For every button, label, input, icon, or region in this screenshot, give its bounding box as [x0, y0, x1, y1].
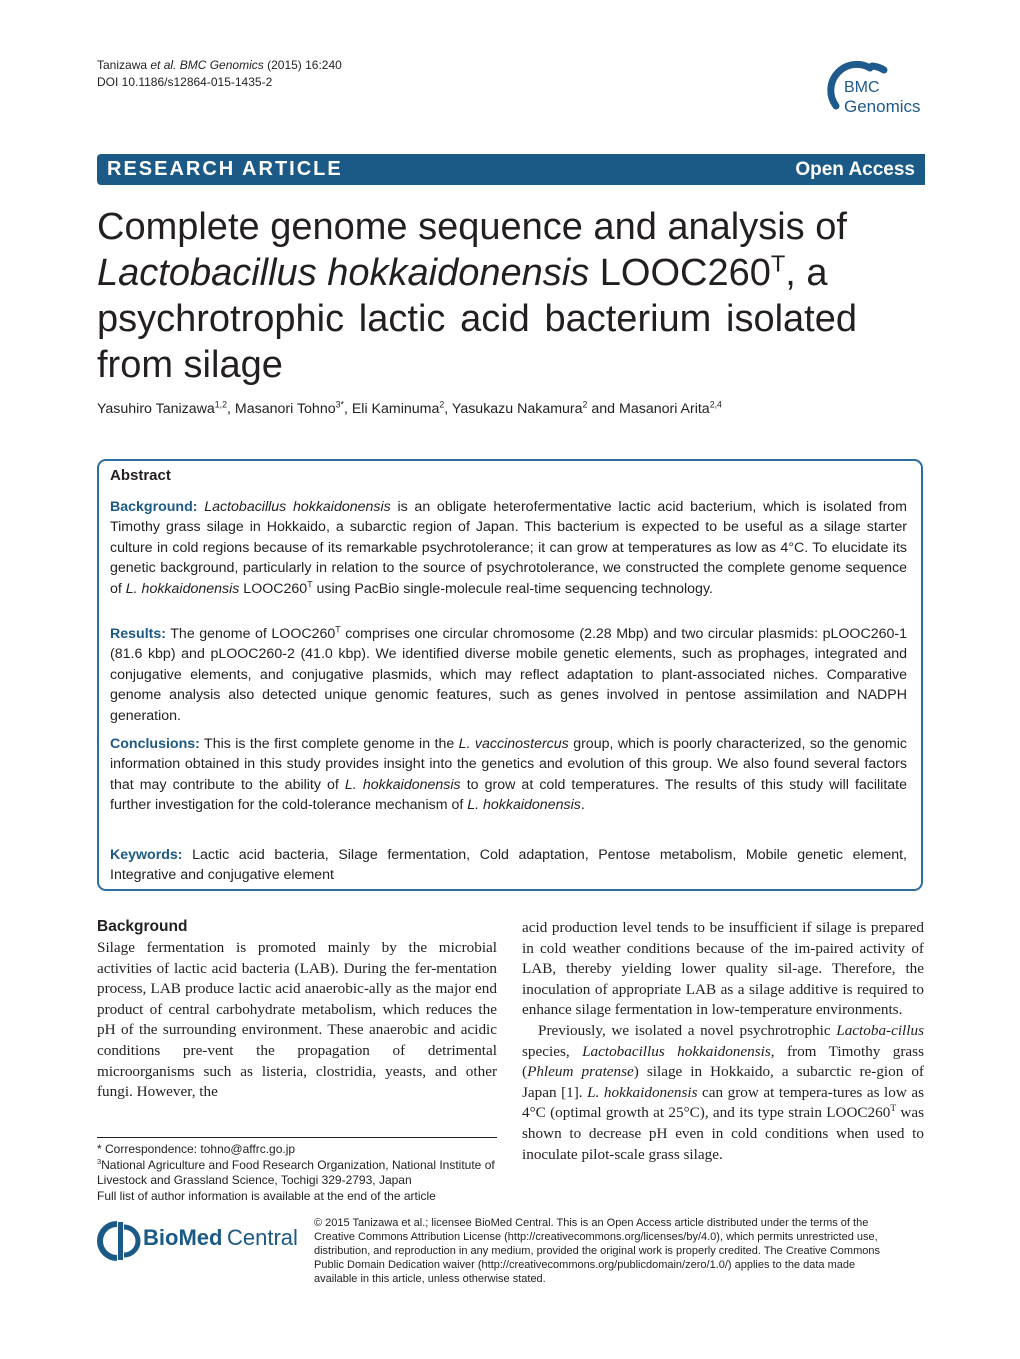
title-after-strain: , a [785, 252, 828, 294]
abstract-results: Results: The genome of $LOOC260^T$ comprises one circular chromosome (2.28 Mbp) and two circular plasmids: pLOOC260-1 (81.6 kbp) and pLOOC260-2 (41.0 kbp). We identified diverse mobile genetic elements, such as prophages, integrated and conjugative elements, and conjugative plasmids, which may reflect adaptation to plant-associated niches. Comparative genome analysis also detected unique genomic features, such as genes involved in pentose assimilation and NADPH generation. [110, 624, 907, 724]
publisher-logo-word2: Central [227, 1225, 298, 1250]
abstract-conclusions-label: Conclusions: [110, 736, 200, 752]
journal-logo-line2: Genomics [844, 97, 921, 116]
abstract-keywords-label: Keywords: [110, 847, 183, 863]
article-type-banner [97, 154, 925, 185]
journal-logo-line1: BMC [844, 79, 880, 96]
abstract-keywords: Keywords: Lactic acid bacteria, Silage fermentation, Cold adaptation, Pentose metabolism, Mobile genetic element, Integrative and conjugative element [110, 847, 907, 884]
body-left-column [97, 938, 497, 1103]
correspondence[interactable]: * Correspondence: tohno@affrc.go.jp [97, 1142, 296, 1156]
body-right-column [522, 918, 924, 1165]
publisher-logo-icon [97, 1218, 141, 1264]
footnote-divider [97, 1137, 497, 1138]
body-paragraph: acid production level tends to be insufficient if silage is prepared in cold weather conditions because of the im-paired activity of LAB, thereby yielding lower quality sil-age. Therefore, the inoculation of appropriate LAB as a silage additive is required to enhance silage fermentation in low-temperature environments. [522, 919, 924, 1019]
citation-journal: et al. BMC Genomics [150, 58, 264, 72]
article-title [97, 204, 927, 388]
title-line-3: psychrotrophic lactic acid bacterium isolated [97, 298, 857, 340]
author[interactable]: Yasuhiro Tanizawa$^{1,2}$ [97, 399, 228, 417]
author-info-note: Full list of author information is available at the end of the article [97, 1188, 436, 1203]
title-strain-sup: T [770, 250, 786, 277]
abstract-results-label: Results: [110, 626, 166, 642]
doi[interactable]: DOI 10.1186/s12864-015-1435-2 [97, 75, 273, 89]
article-type: RESEARCH ARTICLE [107, 158, 343, 180]
author[interactable]: Yasukazu Nakamura$^2$ [451, 399, 588, 417]
citation-header [97, 57, 342, 91]
body-paragraph: Silage fermentation is promoted mainly by the microbial activities of lactic acid bacteria (LAB). During the fer-mentation process, LAB produce lactic acid anaerobic-ally as the major end product of central carbohydrate metabolism, which reduces the pH of the surrounding environment. These anaerobic and acidic conditions pre-vent the propagation of detrimental microorganisms such as listeria, clostridia, yeasts, and other fungi. However, the [97, 939, 497, 1101]
author[interactable]: Masanori Arita$^{2,4}$ [619, 399, 722, 417]
title-species: Lactobacillus hokkaidonensis [97, 252, 590, 294]
license-text: © 2015 Tanizawa et al.; licensee BioMed Central. This is an Open Access article distributed under the terms of the Creative Commons Attribution License (http://creativecommons.org/licenses/by/4.0), which permits unrestricted use, distribution, and reproduction in any medium, provided the original work is properly credited. The Creative Commons Public Domain Dedication waiver (http://creativecommons.org/publicdomain/zero/1.0/) applies to the data made available in this article, unless otherwise stated. [314, 1217, 880, 1285]
abstract-heading: Abstract [110, 467, 171, 484]
abstract-conclusions: Conclusions: This is the first complete genome in the L. vaccinostercus group, which is poorly characterized, so the genomic information obtained in this study provides insight into the genetics and evolution of this group. We also found several factors that may contribute to the ability of L. hokkaidonensis to grow at cold temperatures. The results of this study will facilitate further investigation for the cold-tolerance mechanism of L. hokkaidonensis. [110, 736, 907, 814]
title-strain: LOOC260 [599, 252, 771, 294]
body-paragraph: Previously, we isolated a novel psychrotrophic Lactoba-cillus species, Lactobacillus hokkaidonensis, from Timothy grass (Phleum pratense) silage in Hokkaido, a subarctic re-gion of Japan [1]. L. hokkaidonensis can grow at tempera-tures as low as 4°C (optimal growth at 25°C), and its type strain $LOOC260^T$ was shown to decrease pH even in cold conditions when used to inoculate pilot-scale grass silage. [522, 1021, 924, 1163]
publisher-logo [97, 1218, 297, 1264]
title-line-1: Complete genome sequence and analysis of [97, 206, 847, 248]
citation-volume: (2015) 16:240 [267, 58, 342, 72]
publisher-logo-word1: BioMed [143, 1225, 223, 1250]
author-list: Yasuhiro Tanizawa$^{1,2}$, Masanori Tohno$^{3*}$, Eli Kaminuma$^2$, Yasukazu Nakamura$^2$ and Masanori Arita$^{2,4}$ [97, 399, 722, 417]
journal-logo [822, 56, 932, 126]
author[interactable]: Masanori Tohno$^{3*}$ [234, 399, 344, 417]
affiliation: $^3$National Agriculture and Food Research Organization, National Institute of Livestock and Grassland Science, Tochigi 329-2793, Japan [97, 1156, 495, 1187]
author[interactable]: Eli Kaminuma$^2$ [351, 399, 445, 417]
citation-authors: Tanizawa [97, 58, 151, 72]
abstract-background: Background: Lactobacillus hokkaidonensis is an obligate heterofermentative lactic acid bacterium, which is isolated from Timothy grass silage in Hokkaido, a subarctic region of Japan. This bacterium is expected to be useful as a silage starter culture in cold regions because of its remarkable psychrotolerance; it can grow at temperatures as low as 4°C. To elucidate its genetic background, particularly in relation to the source of psychrotolerance, we constructed the complete genome sequence of L. hokkaidonensis $LOOC260^T$ using PacBio single-molecule real-time sequencing technology. [110, 499, 907, 597]
footnote [97, 1142, 507, 1204]
title-line-4: from silage [97, 344, 283, 386]
open-access-label: Open Access [795, 158, 915, 180]
section-heading-background: Background [97, 918, 188, 935]
title-line-2 [97, 250, 927, 296]
abstract-background-label: Background: [110, 499, 198, 515]
